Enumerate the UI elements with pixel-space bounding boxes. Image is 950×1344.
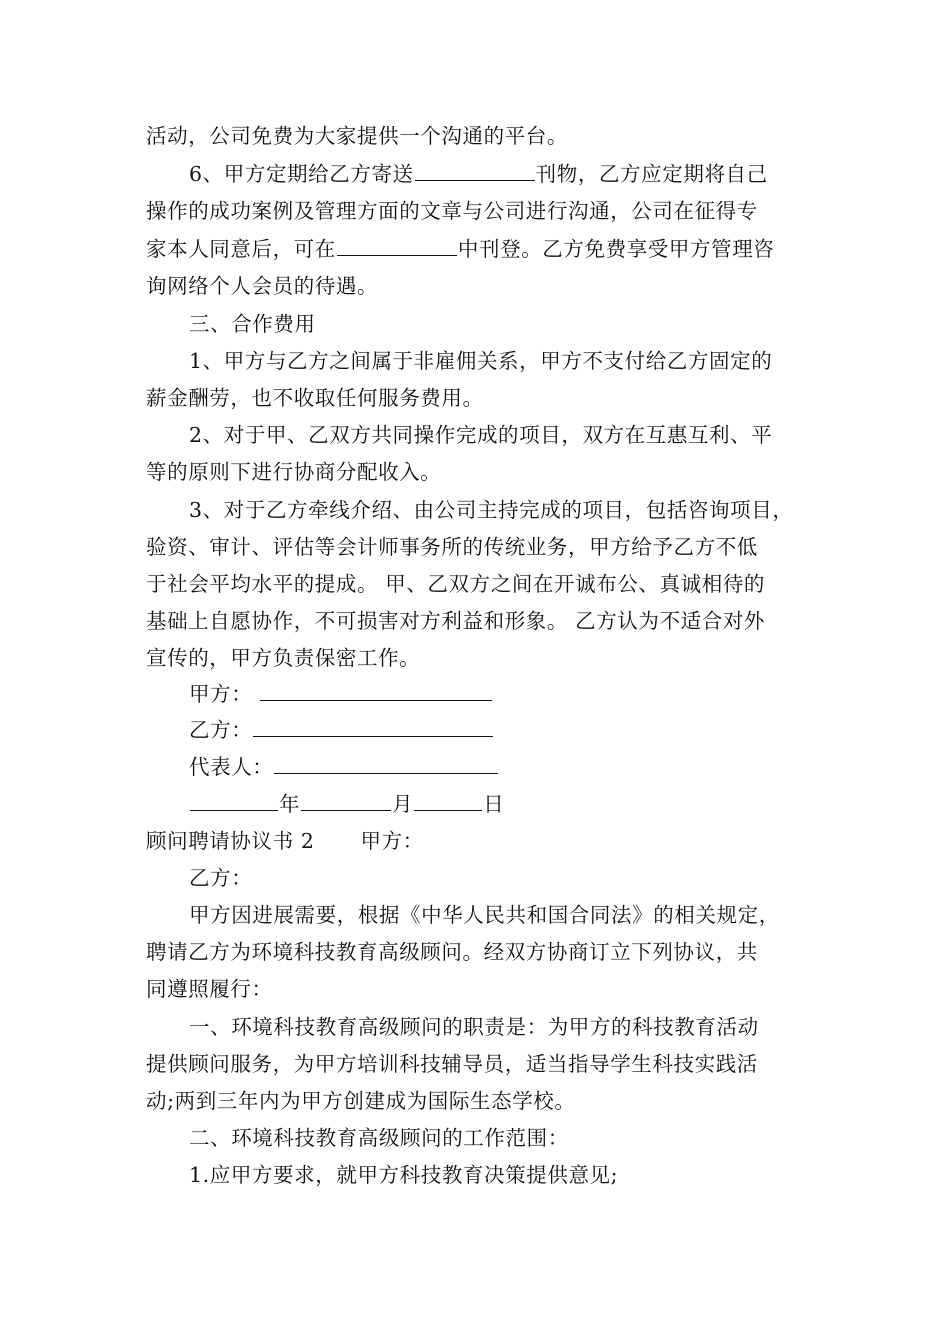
line-text: 6、甲方定期给乙方寄送 bbox=[189, 162, 414, 186]
line-text: 中刊登。乙方免费享受甲方管理咨 bbox=[457, 237, 775, 261]
line-text: 家本人同意后，可在 bbox=[146, 237, 336, 261]
section-heading: 三、合作费用 bbox=[189, 312, 316, 336]
month-blank bbox=[301, 790, 391, 811]
paragraph-line: 验资、审计、评估等会计师事务所的传统业务，甲方给予乙方不低 bbox=[146, 535, 758, 559]
signature-representative bbox=[189, 753, 499, 781]
paragraph-line: 2、对于甲、乙双方共同操作完成的项目，双方在互惠互利、平 bbox=[189, 423, 773, 447]
line-text: 刊物，乙方应定期将自己 bbox=[535, 162, 768, 186]
title-text: 顾问聘请协议书 2 bbox=[146, 829, 315, 853]
paragraph-line: 基础上自愿协作，不可损害对方利益和形象。 乙方认为不适合对外 bbox=[146, 609, 766, 633]
paragraph-line bbox=[189, 160, 768, 188]
paragraph-line: 薪金酬劳，也不收取任何服务费用。 bbox=[146, 386, 484, 410]
fill-blank bbox=[337, 235, 457, 256]
signature-blank bbox=[274, 753, 498, 774]
agreement-title bbox=[146, 827, 424, 855]
paragraph-line bbox=[146, 235, 774, 263]
signature-date bbox=[189, 790, 504, 818]
party-a-label: 甲方： bbox=[360, 829, 424, 853]
signature-party-a bbox=[189, 680, 493, 708]
paragraph-line: 同遵照履行： bbox=[146, 977, 273, 1001]
paragraph-line: 甲方因进展需要，根据《中华人民共和国合同法》的相关规定， bbox=[189, 903, 780, 927]
paragraph-line: 于社会平均水平的提成。 甲、乙双方之间在开诚布公、真诚相待的 bbox=[146, 572, 766, 596]
signature-party-b bbox=[189, 716, 494, 744]
paragraph-line: 操作的成功案例及管理方面的文章与公司进行沟通，公司在征得专 bbox=[146, 199, 758, 223]
signature-blank bbox=[260, 680, 492, 701]
signature-label: 甲方： bbox=[189, 682, 253, 706]
signature-label: 代表人： bbox=[189, 755, 274, 779]
paragraph-line: 提供顾问服务，为甲方培训科技辅导员，适当指导学生科技实践活 bbox=[146, 1052, 758, 1076]
signature-label: 乙方： bbox=[189, 718, 253, 742]
year-blank bbox=[190, 790, 278, 811]
paragraph-line: 3、对于乙方牵线介绍、由公司主持完成的项目，包括咨询项目， bbox=[189, 498, 794, 522]
paragraph-line: 询网络个人会员的待遇。 bbox=[146, 274, 379, 298]
date-label: 日 bbox=[483, 792, 505, 816]
date-label: 月 bbox=[392, 792, 414, 816]
paragraph-line: 1.应甲方要求，就甲方科技教育决策提供意见; bbox=[189, 1163, 619, 1187]
signature-blank bbox=[253, 716, 493, 737]
fill-blank bbox=[415, 160, 535, 181]
paragraph-line: 动;两到三年内为甲方创建成为国际生态学校。 bbox=[146, 1089, 576, 1113]
paragraph-line: 等的原则下进行协商分配收入。 bbox=[146, 460, 442, 484]
date-label: 年 bbox=[279, 792, 301, 816]
party-b-label: 乙方： bbox=[189, 866, 253, 890]
paragraph-line: 聘请乙方为环境科技教育高级顾问。经双方协商订立下列协议，共 bbox=[146, 940, 758, 964]
paragraph-line: 1、甲方与乙方之间属于非雇佣关系，甲方不支付给乙方固定的 bbox=[189, 349, 773, 373]
paragraph-line: 宣传的，甲方负责保密工作。 bbox=[146, 646, 421, 670]
paragraph-line: 活动，公司免费为大家提供一个沟通的平台。 bbox=[146, 124, 568, 148]
paragraph-line: 一、环境科技教育高级顾问的职责是：为甲方的科技教育活动 bbox=[189, 1015, 759, 1039]
section-heading: 二、环境科技教育高级顾问的工作范围： bbox=[189, 1126, 569, 1150]
day-blank bbox=[414, 790, 482, 811]
